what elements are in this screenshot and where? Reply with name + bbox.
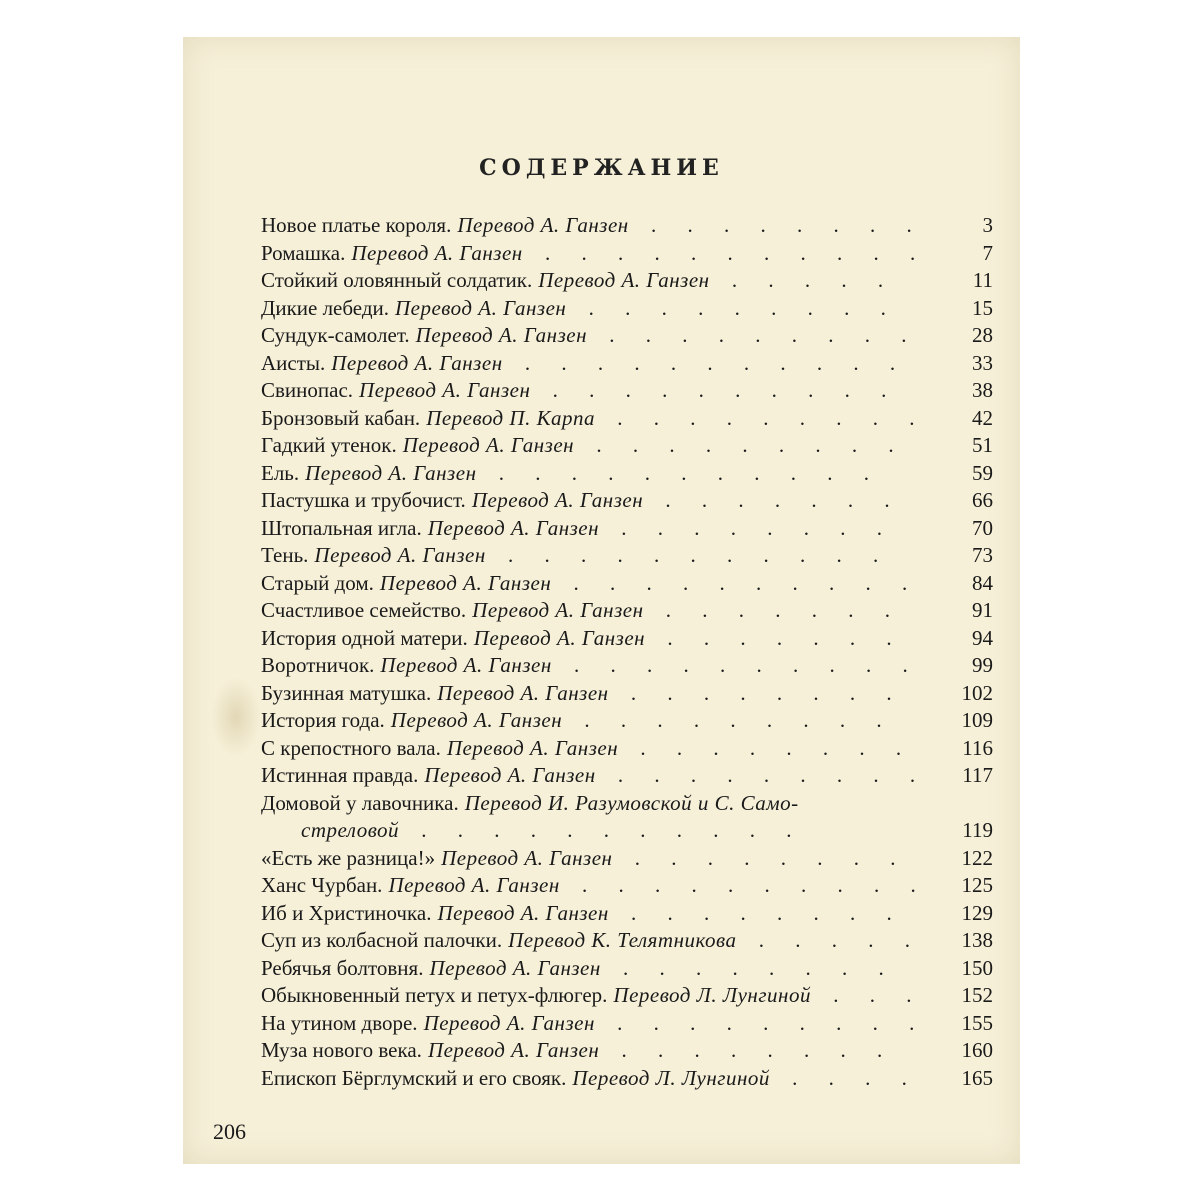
entry-title: Новое платье короля. — [261, 213, 452, 237]
leader-dots: . . . . . . . . . — [578, 433, 907, 457]
entry-title: Воротничок. — [261, 653, 375, 677]
entry-title: Бузинная матушка. — [261, 680, 432, 705]
entry-title: Бронзовый кабан. — [261, 405, 421, 430]
leader-dots: . . . . . . . . — [612, 900, 905, 925]
toc-entry — [261, 515, 993, 543]
leader-dots: . . . . . . . . — [603, 515, 896, 540]
leader-dots: . . . . . . . . — [632, 213, 925, 237]
entry-page-number: 129 — [961, 900, 993, 925]
entry-title: Ханс Чурбан. — [261, 873, 383, 897]
toc-entry — [261, 982, 993, 1010]
entry-translator: Перевод А. Ганзен — [473, 625, 646, 650]
leader-dots: . . . . . . . . . — [598, 1010, 928, 1035]
leader-dots: . . . . . . . . . . — [534, 378, 900, 402]
entry-page-number: 66 — [972, 488, 993, 512]
entry-title: Иб и Христиночка. — [261, 900, 432, 925]
leader-dots: . . . . . . . . — [603, 1038, 896, 1062]
entry-page-number: 122 — [961, 845, 993, 870]
entry-title: Свинопас. — [261, 378, 354, 402]
toc-entry — [261, 1065, 993, 1093]
entry-page-number: 152 — [961, 983, 993, 1007]
entry-title: Истинная правда. — [261, 763, 419, 787]
entry-translator: Перевод А. Ганзен — [390, 708, 563, 732]
toc-entry — [261, 405, 993, 433]
toc-entry — [261, 900, 993, 928]
toc-entry — [261, 597, 993, 625]
entry-title: Стойкий оловянный солдатик. — [261, 268, 533, 292]
entry-translator: Перевод А. Ганзен — [457, 213, 629, 237]
entry-translator: стреловой — [301, 818, 400, 842]
entry-title: Обыкновенный петух и петух-флюгер. — [261, 983, 608, 1007]
entry-translator: Перевод А. Ганзен — [437, 680, 609, 705]
toc-entry — [261, 790, 993, 818]
entry-page-number: 28 — [972, 323, 993, 347]
toc-entry — [261, 377, 993, 405]
entry-title: С крепостного вала. — [261, 735, 441, 760]
entry-translator: Перевод Л. Лунгиной — [572, 1065, 770, 1090]
entry-translator: Перевод А. Ганзен — [471, 488, 644, 512]
entry-page-number: 94 — [972, 625, 993, 650]
entry-title: Ромашка. — [261, 240, 346, 265]
leader-dots: . . . . . — [740, 928, 923, 952]
entry-translator: Перевод А. Ганзен — [427, 515, 600, 540]
toc-entry — [261, 350, 993, 378]
table-of-contents — [261, 212, 993, 1092]
leader-dots: . . . . . . . . . — [570, 295, 899, 320]
toc-entry — [261, 570, 993, 598]
leader-dots: . . . . . . . . . — [591, 323, 920, 347]
entry-title: Муза нового века. — [261, 1038, 422, 1062]
leader-dots: . . . — [814, 983, 925, 1007]
toc-entry — [261, 817, 993, 845]
entry-translator: Перевод А. Ганзен — [437, 900, 609, 925]
entry-page-number: 38 — [972, 378, 993, 402]
entry-page-number: 155 — [961, 1010, 993, 1035]
entry-page-number: 73 — [972, 543, 993, 567]
entry-title: Ель. — [261, 460, 300, 485]
leader-dots: . . . . . . . — [647, 598, 904, 622]
entry-title: Тень. — [261, 543, 309, 567]
entry-translator: Перевод А. Ганзен — [424, 763, 596, 787]
leader-dots: . . . . . — [713, 268, 897, 292]
entry-page-number: 116 — [962, 735, 993, 760]
entry-title: «Есть же разница!» — [261, 845, 436, 870]
entry-translator: Перевод К. Телятникова — [508, 928, 737, 952]
entry-translator: Перевод И. Разумовской и С. Само- — [464, 790, 799, 815]
toc-entry — [261, 240, 993, 268]
leader-dots: . . . . — [773, 1065, 920, 1090]
toc-entry — [261, 762, 993, 790]
entry-title: Дикие лебеди. — [261, 295, 389, 320]
entry-title: История года. — [261, 708, 385, 732]
entry-page-number: 42 — [972, 405, 993, 430]
leader-dots: . . . . . . . . . . . — [489, 543, 892, 567]
leader-dots: . . . . . . . . . . — [555, 570, 921, 595]
entry-page-number: 99 — [972, 653, 993, 677]
leader-dots: . . . . . . . — [647, 488, 903, 512]
toc-entry — [261, 542, 993, 570]
leader-dots: . . . . . . . . — [616, 845, 909, 870]
entry-page-number: 102 — [961, 680, 993, 705]
entry-page-number: 59 — [972, 460, 993, 485]
entry-page-number: 70 — [972, 515, 993, 540]
toc-entry — [261, 955, 993, 983]
entry-page-number: 109 — [961, 708, 993, 732]
toc-entry — [261, 735, 993, 763]
entry-title: Счастливое семейство. — [261, 598, 467, 622]
entry-title: Пастушка и трубочист. — [261, 488, 466, 512]
entry-page-number: 11 — [972, 268, 993, 292]
entry-title: Гадкий утенок. — [261, 433, 397, 457]
leader-dots: . . . . . . . — [649, 625, 905, 650]
entry-translator: Перевод Л. Лунгиной — [613, 983, 811, 1007]
entry-page-number: 119 — [962, 818, 993, 842]
entry-translator: Перевод А. Ганзен — [331, 350, 503, 375]
book-page — [183, 37, 1020, 1164]
toc-entry — [261, 267, 993, 295]
entry-title: Епископ Бёрглумский и его свояк. — [261, 1065, 567, 1090]
toc-entry — [261, 927, 993, 955]
toc-entry — [261, 1010, 993, 1038]
entry-translator: Перевод А. Ганзен — [429, 955, 601, 980]
entry-translator: Перевод А. Ганзен — [314, 543, 486, 567]
entry-title: На утином дворе. — [261, 1010, 418, 1035]
entry-page-number: 51 — [972, 433, 993, 457]
entry-title: Старый дом. — [261, 570, 374, 595]
toc-entry — [261, 680, 993, 708]
entry-translator: Перевод А. Ганзен — [388, 873, 560, 897]
toc-entry — [261, 322, 993, 350]
leader-dots: . . . . . . . . — [622, 735, 915, 760]
entry-translator: Перевод А. Ганзен — [305, 460, 477, 485]
entry-translator: Перевод А. Ганзен — [538, 268, 710, 292]
entry-page-number: 33 — [972, 350, 993, 375]
toc-entry — [261, 460, 993, 488]
entry-page-number: 7 — [982, 240, 993, 265]
leader-dots: . . . . . . . . — [612, 680, 905, 705]
toc-entry — [261, 295, 993, 323]
entry-translator: Перевод А. Ганзен — [427, 1038, 600, 1062]
entry-translator: Перевод А. Ганзен — [359, 378, 531, 402]
entry-translator: Перевод А. Ганзен — [402, 433, 575, 457]
entry-translator: Перевод А. Ганзен — [441, 845, 613, 870]
entry-page-number: 117 — [962, 763, 993, 787]
paper-stain — [211, 677, 261, 757]
entry-translator: Перевод А. Ганзен — [446, 735, 619, 760]
entry-page-number: 15 — [972, 295, 993, 320]
entry-translator: Перевод А. Ганзен — [379, 570, 552, 595]
entry-translator: Перевод А. Ганзен — [472, 598, 644, 622]
leader-dots: . . . . . . . . . — [566, 708, 895, 732]
leader-dots: . . . . . . . . . . . — [403, 818, 805, 842]
toc-entry — [261, 707, 993, 735]
toc-entry — [261, 487, 993, 515]
entry-translator: Перевод П. Карпа — [426, 405, 596, 430]
leader-dots: . . . . . . . . . — [599, 763, 929, 787]
entry-page-number: 91 — [972, 598, 993, 622]
entry-translator: Перевод А. Ганзен — [423, 1010, 595, 1035]
leader-dots: . . . . . . . . . . . — [506, 350, 909, 375]
entry-page-number: 3 — [982, 213, 993, 237]
toc-entry — [261, 845, 993, 873]
entry-translator: Перевод А. Ганзен — [351, 240, 523, 265]
entry-page-number: 165 — [961, 1065, 993, 1090]
entry-title: Сундук-самолет. — [261, 323, 410, 347]
entry-translator: Перевод А. Ганзен — [380, 653, 552, 677]
leader-dots: . . . . . . . . . . . — [526, 240, 929, 265]
entry-title: Штопальная игла. — [261, 515, 422, 540]
entry-title: История одной матери. — [261, 625, 468, 650]
entry-page-number: 125 — [961, 873, 993, 897]
toc-entry — [261, 1037, 993, 1065]
entry-translator: Перевод А. Ганзен — [395, 295, 567, 320]
toc-entry — [261, 625, 993, 653]
toc-entry — [261, 212, 993, 240]
leader-dots: . . . . . . . . . . — [555, 653, 921, 677]
leader-dots: . . . . . . . . . . . — [480, 460, 882, 485]
page-number: 206 — [213, 1119, 246, 1144]
entry-page-number: 150 — [961, 955, 993, 980]
entry-title: Домовой у лавочника. — [261, 790, 459, 815]
leader-dots: . . . . . . . . . . — [563, 873, 929, 897]
page-title: СОДЕРЖАНИЕ — [479, 155, 724, 181]
leader-dots: . . . . . . . . . — [599, 405, 928, 430]
entry-title: Суп из колбасной палочки. — [261, 928, 503, 952]
entry-translator: Перевод А. Ганзен — [415, 323, 588, 347]
toc-entry — [261, 872, 993, 900]
toc-entry — [261, 652, 993, 680]
entry-page-number: 138 — [961, 928, 993, 952]
entry-page-number: 84 — [972, 570, 993, 595]
entry-title: Ребячья болтовня. — [261, 955, 424, 980]
leader-dots: . . . . . . . . — [604, 955, 897, 980]
entry-title: Аисты. — [261, 350, 326, 375]
entry-page-number: 160 — [961, 1038, 993, 1062]
toc-entry — [261, 432, 993, 460]
